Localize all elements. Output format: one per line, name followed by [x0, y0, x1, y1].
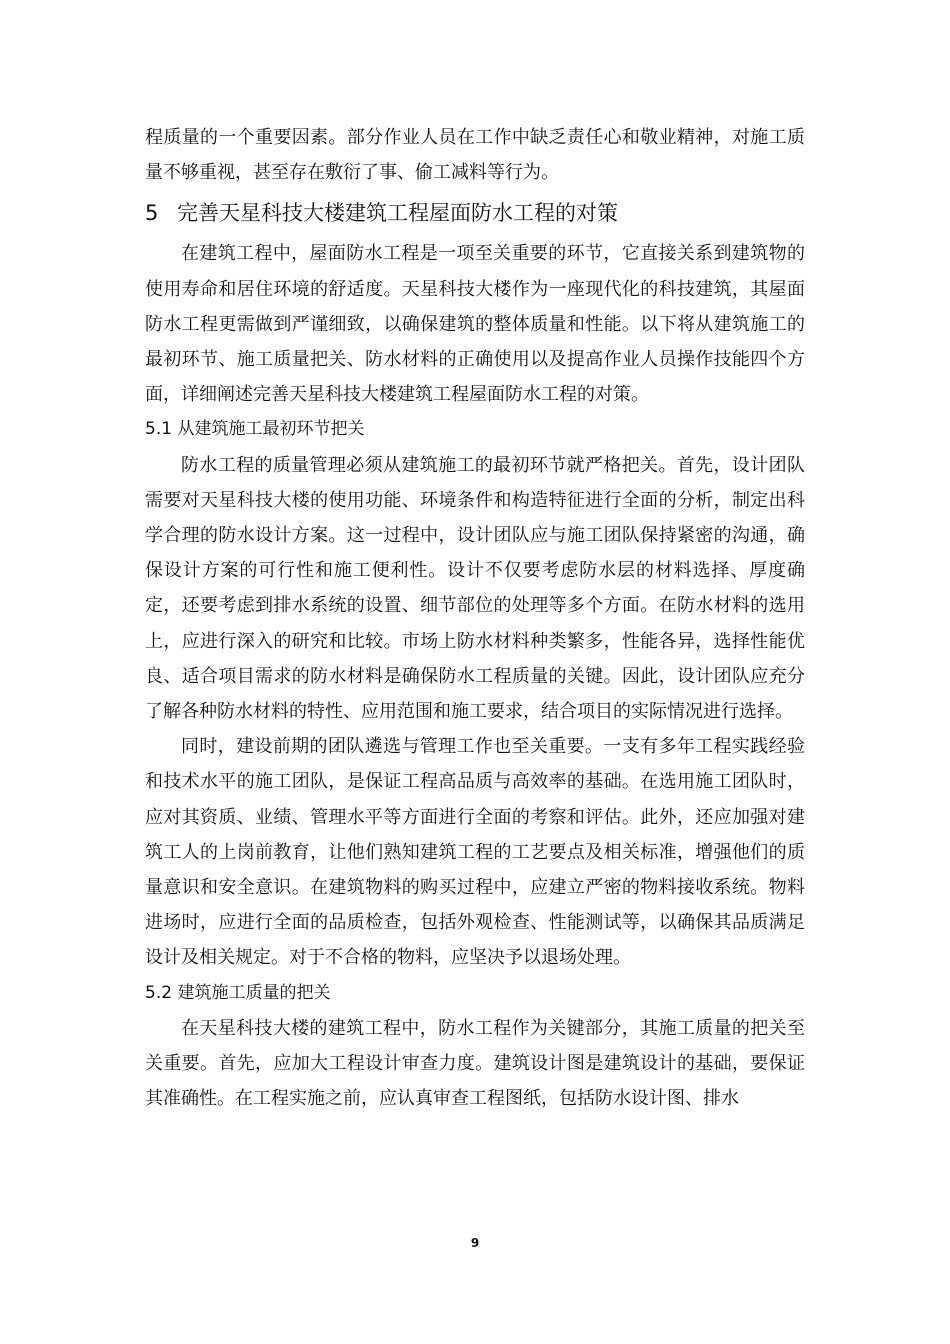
paragraph-quality: 在天星科技大楼的建筑工程中，防水工程作为关键部分，其施工质量的把关至关重要。首先，应加大工程设计审查力度。建筑设计图是建筑设计的基础，要保证其准确性。在工程实施之前，应认真审查工程图纸，包括防水设计图、排水	[145, 1017, 805, 1110]
subsection-heading-5-2: 5.2 建筑施工质量的把关	[145, 982, 331, 1003]
section-title: 完善天星科技大楼建筑工程屋面防水工程的对策	[177, 201, 618, 226]
paragraph-team: 同时，建设前期的团队遴选与管理工作也至关重要。一支有多年工程实践经验和技术水平的施工团队，是保证工程高品质与高效率的基础。在选用施工团队时，应对其资质、业绩、管理水平等方面进行全面的考察和评估。此外，还应加强对建筑工人的上岗前教育，让他们熟知建筑工程的工艺要点及相关标准，增强他们的质量意识和安全意识。在建筑物料的购买过程中，应建立严密的物料接收系统。物料进场时，应进行全面的品质检查，包括外观检查、性能测试等，以确保其品质满足设计及相关规定。对于不合格的物料，应坚决予以退场处理。	[145, 736, 805, 969]
page-number: 9	[470, 1236, 480, 1250]
section-number: 5	[145, 201, 159, 226]
subsection-heading-5-1: 5.1 从建筑施工最初环节把关	[145, 419, 365, 440]
section-heading-5	[145, 190, 805, 236]
page-body	[145, 120, 805, 1116]
paragraph-continued: 程质量的一个重要因素。部分作业人员在工作中缺乏责任心和敬业精神，对施工质量不够重视，甚至存在敷衍了事、偷工减料等行为。	[145, 127, 805, 184]
paragraph-design: 防水工程的质量管理必须从建筑施工的最初环节就严格把关。首先，设计团队需要对天星科技大楼的使用功能、环境条件和构造特征进行全面的分析，制定出科学合理的防水设计方案。这一过程中，设计团队应与施工团队保持紧密的沟通，确保设计方案的可行性和施工便利性。设计不仅要考虑防水层的材料选择、厚度确定，还要考虑到排水系统的设置、细节部位的处理等多个方面。在防水材料的选用上，应进行深入的研究和比较。市场上防水材料种类繁多，性能各异，选择性能优良、适合项目需求的防水材料是确保防水工程质量的关键。因此，设计团队应充分了解各种防水材料的特性、应用范围和施工要求，结合项目的实际情况进行选择。	[145, 454, 805, 723]
paragraph-intro: 在建筑工程中，屋面防水工程是一项至关重要的环节，它直接关系到建筑物的使用寿命和居住环境的舒适度。天星科技大楼作为一座现代化的科技建筑，其屋面防水工程更需做到严谨细致，以确保建筑的整体质量和性能。以下将从建筑施工的最初环节、施工质量把关、防水材料的正确使用以及提高作业人员操作技能四个方面，详细阐述完善天星科技大楼建筑工程屋面防水工程的对策。	[145, 243, 805, 406]
